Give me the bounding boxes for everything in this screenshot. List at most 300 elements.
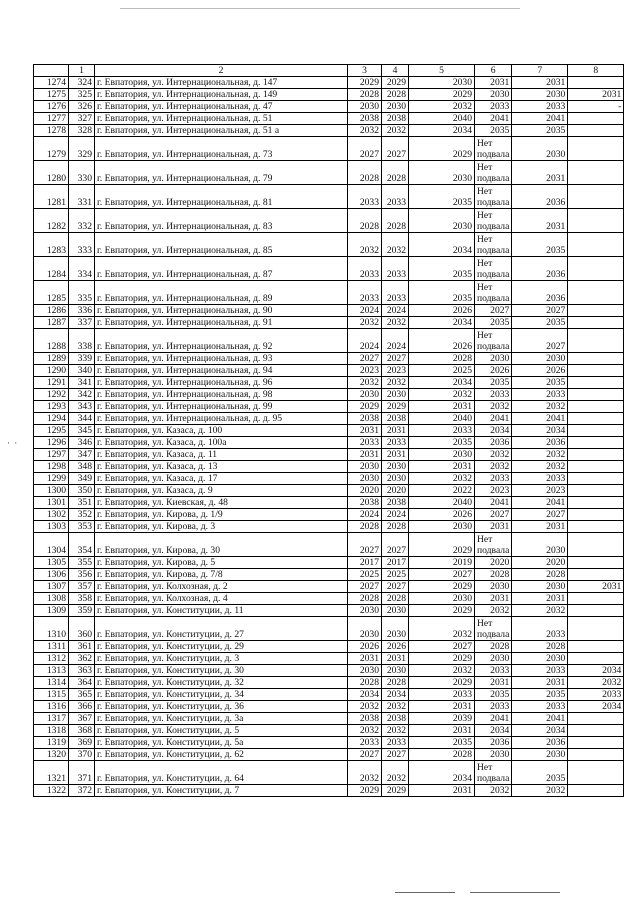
item-number-cell: 339 — [69, 353, 95, 365]
col6-cell: 2036 — [475, 737, 512, 749]
col3-cell: 2017 — [348, 557, 382, 569]
col7-cell: 2036 — [512, 185, 568, 209]
table-row — [34, 449, 624, 461]
col6-cell: Нет подвала — [475, 281, 512, 305]
col4-cell: 2027 — [382, 137, 409, 161]
col4-cell: 2020 — [382, 485, 409, 497]
col8-cell — [568, 557, 624, 569]
col7-cell: 2033 — [512, 665, 568, 677]
item-number-cell: 357 — [69, 581, 95, 593]
table-row — [34, 257, 624, 281]
col5-cell: 2031 — [409, 785, 475, 797]
address-cell: г. Евпатория, ул. Интернациональная, д. 96 — [95, 377, 348, 389]
row-number-cell: 1319 — [34, 737, 69, 749]
col7-cell: 2034 — [512, 425, 568, 437]
address-cell: г. Евпатория, ул. Казаса, д. 9 — [95, 485, 348, 497]
col4-cell: 2028 — [382, 521, 409, 533]
table-row — [34, 725, 624, 737]
col6-cell: 2030 — [475, 89, 512, 101]
item-number-cell: 348 — [69, 461, 95, 473]
col3-cell: 2038 — [348, 413, 382, 425]
scan-artifact — [470, 892, 560, 893]
item-number-cell: 359 — [69, 605, 95, 617]
table-row — [34, 389, 624, 401]
col4-cell: 2027 — [382, 533, 409, 557]
item-number-cell: 325 — [69, 89, 95, 101]
header-cell: 1 — [69, 65, 95, 77]
col4-cell: 2030 — [382, 605, 409, 617]
col4-cell: 2028 — [382, 209, 409, 233]
table-row — [34, 641, 624, 653]
row-number-cell: 1315 — [34, 689, 69, 701]
col5-cell: 2033 — [409, 425, 475, 437]
row-number-cell: 1281 — [34, 185, 69, 209]
col5-cell: 2030 — [409, 209, 475, 233]
col7-cell: 2030 — [512, 137, 568, 161]
row-number-cell: 1291 — [34, 377, 69, 389]
col4-cell: 2032 — [382, 761, 409, 785]
col7-cell: 2023 — [512, 485, 568, 497]
col6-cell: 2030 — [475, 749, 512, 761]
col8-cell — [568, 353, 624, 365]
col4-cell: 2028 — [382, 677, 409, 689]
col8-cell — [568, 521, 624, 533]
col6-cell: 2031 — [475, 521, 512, 533]
col6-cell: 2027 — [475, 509, 512, 521]
row-number-cell: 1318 — [34, 725, 69, 737]
table-row — [34, 365, 624, 377]
col8-cell — [568, 305, 624, 317]
col5-cell: 2034 — [409, 761, 475, 785]
col6-cell: Нет подвала — [475, 161, 512, 185]
col5-cell: 2032 — [409, 617, 475, 641]
col5-cell: 2028 — [409, 749, 475, 761]
col4-cell: 2032 — [382, 233, 409, 257]
col8-cell — [568, 377, 624, 389]
row-number-cell: 1301 — [34, 497, 69, 509]
col5-cell: 2027 — [409, 641, 475, 653]
table-row — [34, 437, 624, 449]
col4-cell: 2024 — [382, 305, 409, 317]
item-number-cell: 328 — [69, 125, 95, 137]
col3-cell: 2028 — [348, 89, 382, 101]
address-cell: г. Евпатория, ул. Интернациональная, д. 81 — [95, 185, 348, 209]
address-cell: г. Евпатория, ул. Конституции, д. 29 — [95, 641, 348, 653]
table-row — [34, 557, 624, 569]
address-cell: г. Евпатория, ул. Конституции, д. 64 — [95, 761, 348, 785]
col5-cell: 2025 — [409, 365, 475, 377]
col6-cell: 2030 — [475, 353, 512, 365]
col5-cell: 2031 — [409, 725, 475, 737]
col8-cell — [568, 437, 624, 449]
col4-cell: 2028 — [382, 89, 409, 101]
col3-cell: 2025 — [348, 569, 382, 581]
col8-cell — [568, 209, 624, 233]
col5-cell: 2032 — [409, 389, 475, 401]
address-cell: г. Евпатория, ул. Казаса, д. 13 — [95, 461, 348, 473]
col3-cell: 2020 — [348, 485, 382, 497]
col8-cell: 2034 — [568, 665, 624, 677]
col4-cell: 2038 — [382, 413, 409, 425]
col7-cell: 2035 — [512, 377, 568, 389]
item-number-cell: 346 — [69, 437, 95, 449]
housing-schedule-table — [33, 64, 624, 797]
row-number-cell: 1279 — [34, 137, 69, 161]
col5-cell: 2030 — [409, 593, 475, 605]
address-cell: г. Евпатория, ул. Интернациональная, д. 85 — [95, 233, 348, 257]
col4-cell: 2031 — [382, 653, 409, 665]
row-number-cell: 1317 — [34, 713, 69, 725]
row-number-cell: 1305 — [34, 557, 69, 569]
col7-cell: 2036 — [512, 437, 568, 449]
col7-cell: 2031 — [512, 677, 568, 689]
item-number-cell: 326 — [69, 101, 95, 113]
table-row — [34, 485, 624, 497]
row-number-cell: 1293 — [34, 401, 69, 413]
table-row — [34, 593, 624, 605]
col4-cell: 2017 — [382, 557, 409, 569]
col4-cell: 2038 — [382, 497, 409, 509]
col7-cell: 2028 — [512, 569, 568, 581]
item-number-cell: 356 — [69, 569, 95, 581]
row-number-cell: 1310 — [34, 617, 69, 641]
col6-cell: 2032 — [475, 401, 512, 413]
col8-cell — [568, 161, 624, 185]
col5-cell: 2034 — [409, 317, 475, 329]
table-row — [34, 689, 624, 701]
address-cell: г. Евпатория, ул. Интернациональная, д. 89 — [95, 281, 348, 305]
row-number-cell: 1313 — [34, 665, 69, 677]
col6-cell: 2032 — [475, 605, 512, 617]
row-number-cell: 1294 — [34, 413, 69, 425]
col5-cell: 2032 — [409, 101, 475, 113]
col5-cell: 2029 — [409, 533, 475, 557]
col7-cell: 2032 — [512, 785, 568, 797]
address-cell: г. Евпатория, ул. Конституции, д. 3 — [95, 653, 348, 665]
table-row — [34, 737, 624, 749]
col5-cell: 2032 — [409, 665, 475, 677]
col7-cell: 2027 — [512, 329, 568, 353]
row-number-cell: 1282 — [34, 209, 69, 233]
col3-cell: 2030 — [348, 605, 382, 617]
table-row — [34, 353, 624, 365]
table-row — [34, 89, 624, 101]
col5-cell: 2035 — [409, 437, 475, 449]
table-row — [34, 413, 624, 425]
row-number-cell: 1275 — [34, 89, 69, 101]
col8-cell: 2032 — [568, 677, 624, 689]
address-cell: г. Евпатория, ул. Интернациональная, д. 87 — [95, 257, 348, 281]
col7-cell: 2026 — [512, 365, 568, 377]
row-number-cell: 1280 — [34, 161, 69, 185]
col5-cell: 2034 — [409, 377, 475, 389]
table-row — [34, 473, 624, 485]
col7-cell: 2031 — [512, 209, 568, 233]
table-row — [34, 329, 624, 353]
col6-cell: 2030 — [475, 581, 512, 593]
col7-cell: 2030 — [512, 353, 568, 365]
col5-cell: 2026 — [409, 509, 475, 521]
col4-cell: 2038 — [382, 713, 409, 725]
address-cell: г. Евпатория, ул. Конституции, д. 62 — [95, 749, 348, 761]
header-cell: 7 — [512, 65, 568, 77]
item-number-cell: 340 — [69, 365, 95, 377]
item-number-cell: 364 — [69, 677, 95, 689]
col5-cell: 2040 — [409, 497, 475, 509]
table-row — [34, 521, 624, 533]
row-number-cell: 1299 — [34, 473, 69, 485]
col5-cell: 2035 — [409, 257, 475, 281]
col4-cell: 2030 — [382, 461, 409, 473]
item-number-cell: 366 — [69, 701, 95, 713]
row-number-cell: 1287 — [34, 317, 69, 329]
table-row — [34, 665, 624, 677]
item-number-cell: 336 — [69, 305, 95, 317]
col8-cell — [568, 137, 624, 161]
item-number-cell: 368 — [69, 725, 95, 737]
col4-cell: 2028 — [382, 161, 409, 185]
item-number-cell: 329 — [69, 137, 95, 161]
address-cell: г. Евпатория, ул. Интернациональная, д. 92 — [95, 329, 348, 353]
row-number-cell: 1274 — [34, 77, 69, 89]
col5-cell: 2031 — [409, 461, 475, 473]
address-cell: г. Евпатория, ул. Конституции, д. 3а — [95, 713, 348, 725]
col6-cell: 2041 — [475, 413, 512, 425]
col4-cell: 2029 — [382, 77, 409, 89]
address-cell: г. Евпатория, ул. Конституции, д. 5а — [95, 737, 348, 749]
col7-cell: 2031 — [512, 521, 568, 533]
item-number-cell: 331 — [69, 185, 95, 209]
address-cell: г. Евпатория, ул. Интернациональная, д. 51 а — [95, 125, 348, 137]
col3-cell: 2033 — [348, 257, 382, 281]
col3-cell: 2030 — [348, 617, 382, 641]
col3-cell: 2033 — [348, 185, 382, 209]
address-cell: г. Евпатория, ул. Кирова, д. 5 — [95, 557, 348, 569]
col5-cell: 2030 — [409, 521, 475, 533]
item-number-cell: 369 — [69, 737, 95, 749]
row-number-cell: 1277 — [34, 113, 69, 125]
col3-cell: 2027 — [348, 581, 382, 593]
table-row — [34, 677, 624, 689]
address-cell: г. Евпатория, ул. Казаса, д. 11 — [95, 449, 348, 461]
col7-cell: 2030 — [512, 581, 568, 593]
col6-cell: 2032 — [475, 461, 512, 473]
row-number-cell: 1290 — [34, 365, 69, 377]
item-number-cell: 362 — [69, 653, 95, 665]
col5-cell: 2028 — [409, 353, 475, 365]
col4-cell: 2031 — [382, 425, 409, 437]
col8-cell — [568, 77, 624, 89]
address-cell: г. Евпатория, ул. Конституции, д. 7 — [95, 785, 348, 797]
col7-cell: 2036 — [512, 737, 568, 749]
col3-cell: 2030 — [348, 665, 382, 677]
item-number-cell: 352 — [69, 509, 95, 521]
col8-cell: 2034 — [568, 701, 624, 713]
table-row — [34, 581, 624, 593]
col3-cell: 2031 — [348, 653, 382, 665]
row-number-cell: 1298 — [34, 461, 69, 473]
row-number-cell: 1311 — [34, 641, 69, 653]
col8-cell — [568, 257, 624, 281]
col4-cell: 2033 — [382, 737, 409, 749]
col4-cell: 2025 — [382, 569, 409, 581]
col3-cell: 2032 — [348, 377, 382, 389]
col4-cell: 2034 — [382, 689, 409, 701]
col8-cell — [568, 653, 624, 665]
col7-cell: 2031 — [512, 77, 568, 89]
row-number-cell: 1322 — [34, 785, 69, 797]
col7-cell: 2031 — [512, 593, 568, 605]
item-number-cell: 349 — [69, 473, 95, 485]
col6-cell: 2041 — [475, 113, 512, 125]
col4-cell: 2028 — [382, 593, 409, 605]
col8-cell — [568, 725, 624, 737]
row-number-cell: 1304 — [34, 533, 69, 557]
col8-cell — [568, 389, 624, 401]
col6-cell: Нет подвала — [475, 761, 512, 785]
address-cell: г. Евпатория, ул. Конституции, д. 30 — [95, 665, 348, 677]
col4-cell: 2024 — [382, 329, 409, 353]
col4-cell: 2029 — [382, 785, 409, 797]
row-number-cell: 1297 — [34, 449, 69, 461]
address-cell: г. Евпатория, ул. Конституции, д. 27 — [95, 617, 348, 641]
table-row — [34, 77, 624, 89]
table-row — [34, 497, 624, 509]
col7-cell: 2041 — [512, 413, 568, 425]
col3-cell: 2032 — [348, 761, 382, 785]
row-number-cell: 1292 — [34, 389, 69, 401]
item-number-cell: 338 — [69, 329, 95, 353]
row-number-cell: 1314 — [34, 677, 69, 689]
row-number-cell: 1312 — [34, 653, 69, 665]
col5-cell: 2027 — [409, 569, 475, 581]
col7-cell: 2033 — [512, 701, 568, 713]
row-number-cell: 1276 — [34, 101, 69, 113]
row-number-cell: 1288 — [34, 329, 69, 353]
col8-cell — [568, 593, 624, 605]
row-number-cell: 1309 — [34, 605, 69, 617]
col8-cell — [568, 461, 624, 473]
col5-cell: 2019 — [409, 557, 475, 569]
item-number-cell: 345 — [69, 425, 95, 437]
col3-cell: 2032 — [348, 317, 382, 329]
col8-cell — [568, 749, 624, 761]
col7-cell: 2035 — [512, 761, 568, 785]
col6-cell: 2027 — [475, 305, 512, 317]
row-number-cell: 1289 — [34, 353, 69, 365]
col7-cell: 2031 — [512, 161, 568, 185]
row-number-cell: 1296 — [34, 437, 69, 449]
item-number-cell: 347 — [69, 449, 95, 461]
col8-cell — [568, 329, 624, 353]
row-number-cell: 1302 — [34, 509, 69, 521]
table-row — [34, 233, 624, 257]
item-number-cell: 361 — [69, 641, 95, 653]
item-number-cell: 333 — [69, 233, 95, 257]
address-cell: г. Евпатория, ул. Интернациональная, д. 79 — [95, 161, 348, 185]
address-cell: г. Евпатория, ул. Интернациональная, д. 99 — [95, 401, 348, 413]
col6-cell: 2034 — [475, 725, 512, 737]
col6-cell: 2031 — [475, 593, 512, 605]
col4-cell: 2027 — [382, 581, 409, 593]
address-cell: г. Евпатория, ул. Интернациональная, д. 93 — [95, 353, 348, 365]
address-cell: г. Евпатория, ул. Конституции, д. 36 — [95, 701, 348, 713]
col6-cell: 2035 — [475, 377, 512, 389]
col6-cell: 2023 — [475, 485, 512, 497]
col5-cell: 2032 — [409, 473, 475, 485]
col4-cell: 2030 — [382, 473, 409, 485]
col8-cell: - — [568, 101, 624, 113]
item-number-cell: 365 — [69, 689, 95, 701]
margin-mark: · · — [7, 438, 19, 448]
col5-cell: 2029 — [409, 89, 475, 101]
col6-cell: 2032 — [475, 785, 512, 797]
col6-cell: 2035 — [475, 125, 512, 137]
col4-cell: 2032 — [382, 317, 409, 329]
col6-cell: 2026 — [475, 365, 512, 377]
row-number-cell: 1278 — [34, 125, 69, 137]
col7-cell: 2036 — [512, 257, 568, 281]
col7-cell: 2035 — [512, 317, 568, 329]
address-cell: г. Евпатория, ул. Конституции, д. 5 — [95, 725, 348, 737]
col5-cell: 2029 — [409, 677, 475, 689]
row-number-cell: 1307 — [34, 581, 69, 593]
col7-cell: 2027 — [512, 305, 568, 317]
col5-cell: 2029 — [409, 605, 475, 617]
col6-cell: Нет подвала — [475, 209, 512, 233]
header-cell — [34, 65, 69, 77]
col7-cell: 2041 — [512, 713, 568, 725]
col4-cell: 2032 — [382, 701, 409, 713]
address-cell: г. Евпатория, ул. Конституции, д. 11 — [95, 605, 348, 617]
col6-cell: 2031 — [475, 77, 512, 89]
header-cell: 5 — [409, 65, 475, 77]
col6-cell: 2041 — [475, 713, 512, 725]
item-number-cell: 358 — [69, 593, 95, 605]
col7-cell: 2032 — [512, 401, 568, 413]
col6-cell: 2033 — [475, 473, 512, 485]
col6-cell: Нет подвала — [475, 533, 512, 557]
col5-cell: 2030 — [409, 77, 475, 89]
col8-cell — [568, 485, 624, 497]
col6-cell: 2020 — [475, 557, 512, 569]
col5-cell: 2026 — [409, 305, 475, 317]
col3-cell: 2038 — [348, 113, 382, 125]
col4-cell: 2032 — [382, 725, 409, 737]
col3-cell: 2029 — [348, 401, 382, 413]
address-cell: г. Евпатория, ул. Интернациональная, д. 149 — [95, 89, 348, 101]
col6-cell: 2030 — [475, 653, 512, 665]
col8-cell — [568, 449, 624, 461]
col5-cell: 2033 — [409, 689, 475, 701]
col3-cell: 2027 — [348, 749, 382, 761]
address-cell: г. Евпатория, ул. Интернациональная, д. 90 — [95, 305, 348, 317]
col8-cell — [568, 317, 624, 329]
address-cell: г. Евпатория, ул. Конституции, д. 34 — [95, 689, 348, 701]
row-number-cell: 1286 — [34, 305, 69, 317]
item-number-cell: 335 — [69, 281, 95, 305]
col3-cell: 2031 — [348, 425, 382, 437]
item-number-cell: 344 — [69, 413, 95, 425]
address-cell: г. Евпатория, ул. Интернациональная, д. 47 — [95, 101, 348, 113]
col5-cell: 2034 — [409, 125, 475, 137]
col4-cell: 2038 — [382, 113, 409, 125]
col3-cell: 2030 — [348, 473, 382, 485]
col3-cell: 2028 — [348, 521, 382, 533]
col8-cell — [568, 425, 624, 437]
address-cell: г. Евпатория, ул. Кирова, д. 7/8 — [95, 569, 348, 581]
address-cell: г. Евпатория, ул. Конституции, д. 32 — [95, 677, 348, 689]
